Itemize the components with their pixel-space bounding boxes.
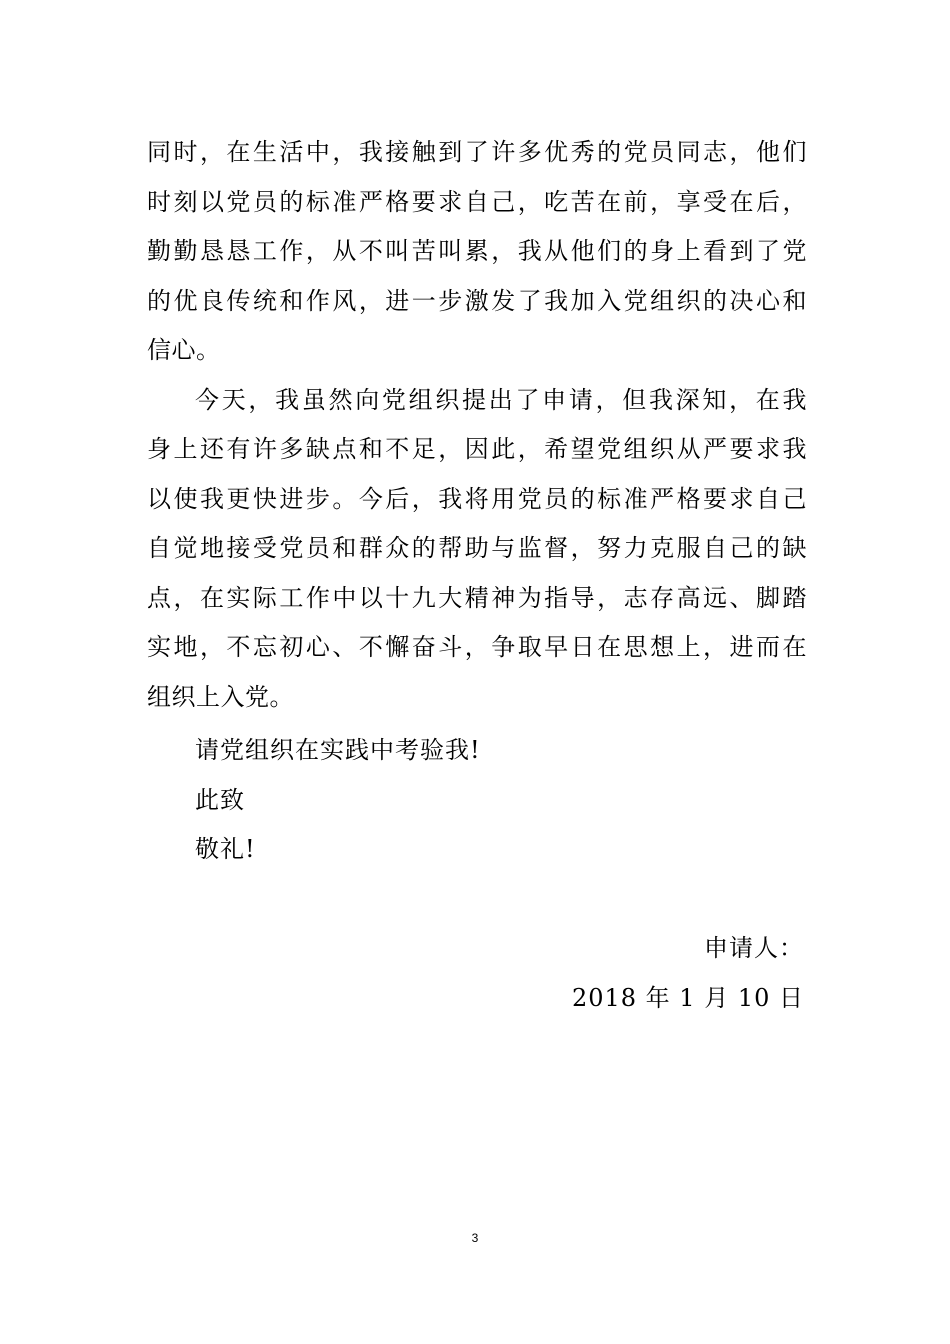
closing-request: 请党组织在实践中考验我!	[195, 736, 481, 764]
paragraph-1-line-5: 信心。	[147, 336, 221, 364]
paragraph-1-line-3: 勤勤恳恳工作，从不叫苦叫累，我从他们的身上看到了党	[147, 237, 807, 265]
letter-body	[147, 128, 807, 722]
salutation-cizhi: 此致	[195, 786, 245, 814]
paragraph-2-line-4: 自觉地接受党员和群众的帮助与监督，努力克服自己的缺	[147, 534, 807, 562]
signature-date: 2018 年 1 月 10 日	[571, 984, 804, 1012]
paragraph-1-line-2: 时刻以党员的标准严格要求自己，吃苦在前，享受在后，	[147, 187, 807, 216]
paragraph-2-line-7: 组织上入党。	[147, 682, 294, 711]
paragraph-1-line-1: 同时，在生活中，我接触到了许多优秀的党员同志，他们	[147, 138, 807, 166]
salutation-jingli: 敬礼!	[195, 835, 256, 863]
paragraph-2-line-1: 今天，我虽然向党组织提出了申请，但我深知，在我	[195, 385, 807, 414]
page-number: 3	[471, 1231, 479, 1245]
paragraph-2-line-6: 实地，不忘初心、不懈奋斗，争取早日在思想上，进而在	[147, 633, 807, 661]
paragraph-1-line-4: 的优良传统和作风，进一步激发了我加入党组织的决心和	[147, 286, 807, 315]
paragraph-2-line-5: 点，在实际工作中以十九大精神为指导，志存高远、脚踏	[147, 583, 807, 612]
paragraph-2-line-2: 身上还有许多缺点和不足，因此，希望党组织从严要求我	[147, 435, 807, 463]
applicant-label: 申请人：	[704, 934, 804, 962]
paragraph-2-line-3: 以使我更快进步。今后，我将用党员的标准严格要求自己	[147, 484, 807, 513]
